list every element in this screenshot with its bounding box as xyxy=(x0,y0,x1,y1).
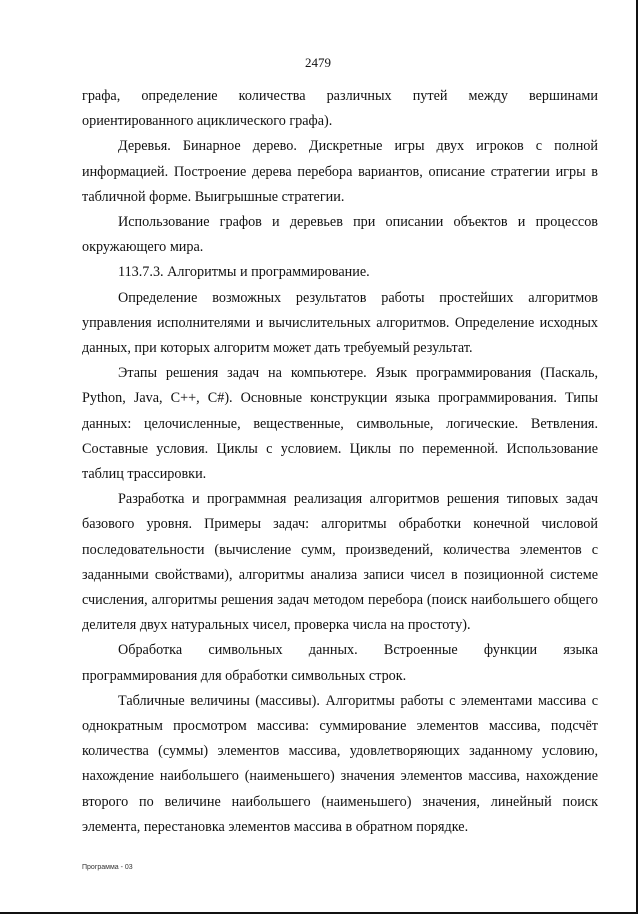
body-text xyxy=(82,84,598,840)
paragraph-algorithm-results: Определение возможных результатов работы простейших алгоритмов управления исполнителями и вычислительных алгоритмов. Определение исходных данных, при которых алгоритм может дать требуемый результат. xyxy=(82,289,598,357)
paragraph-programming-stages: Этапы решения задач на компьютере. Язык программирования (Паскаль, Python, Java, C++, C#). Основные конструкции языка программирования. Типы данных: целочисленные, вещественные, символьные, логические. Ветвления. Составные условия. Циклы с условием. Циклы по переменной. Использование таблиц трассировки. xyxy=(82,365,598,483)
paragraph-graph-usage: Использование графов и деревьев при описании объектов и процессов окружающего мира. xyxy=(82,214,598,256)
paragraph-string-processing: Обработка символьных данных. Встроенные функции языка программирования для обработки символьных строк. xyxy=(82,642,598,684)
paragraph-trees: Деревья. Бинарное дерево. Дискретные игры двух игроков с полной информацией. Построение дерева перебора вариантов, описание стратегии игры в табличной форме. Выигрышные стратегии. xyxy=(82,138,598,205)
page-footer: Программа - 03 xyxy=(82,864,133,871)
paragraph-graph-paths: графа, определение количества различных путей между вершинами ориентированного ациклического графа). xyxy=(82,88,598,130)
paragraph-typical-tasks: Разработка и программная реализация алгоритмов решения типовых задач базового уровня. Примеры задач: алгоритмы обработки конечной числовой последовательности (вычисление сумм, произведений, количества элементов с заданными свойствами), алгоритмы анализа записи чисел в позиционной системе счисления, алгоритмы решения задач методом перебора (поиск наибольшего общего делителя двух натуральных чисел, проверка числа на простоту). xyxy=(82,491,598,634)
paragraph-arrays: Табличные величины (массивы). Алгоритмы работы с элементами массива с однократным просмотром массива: суммирование элементов массива, подсчёт количества (суммы) элементов массива, удовлетворяющих заданному условию, нахождение наибольшего (наименьшего) значения элементов массива, нахождение второго по величине наибольшего (наименьшего) значения, линейный поиск элемента, перестановка элементов массива в обратном порядке. xyxy=(82,692,598,835)
section-heading: 113.7.3. Алгоритмы и программирование. xyxy=(118,264,370,281)
page-number: 2479 xyxy=(305,55,331,70)
